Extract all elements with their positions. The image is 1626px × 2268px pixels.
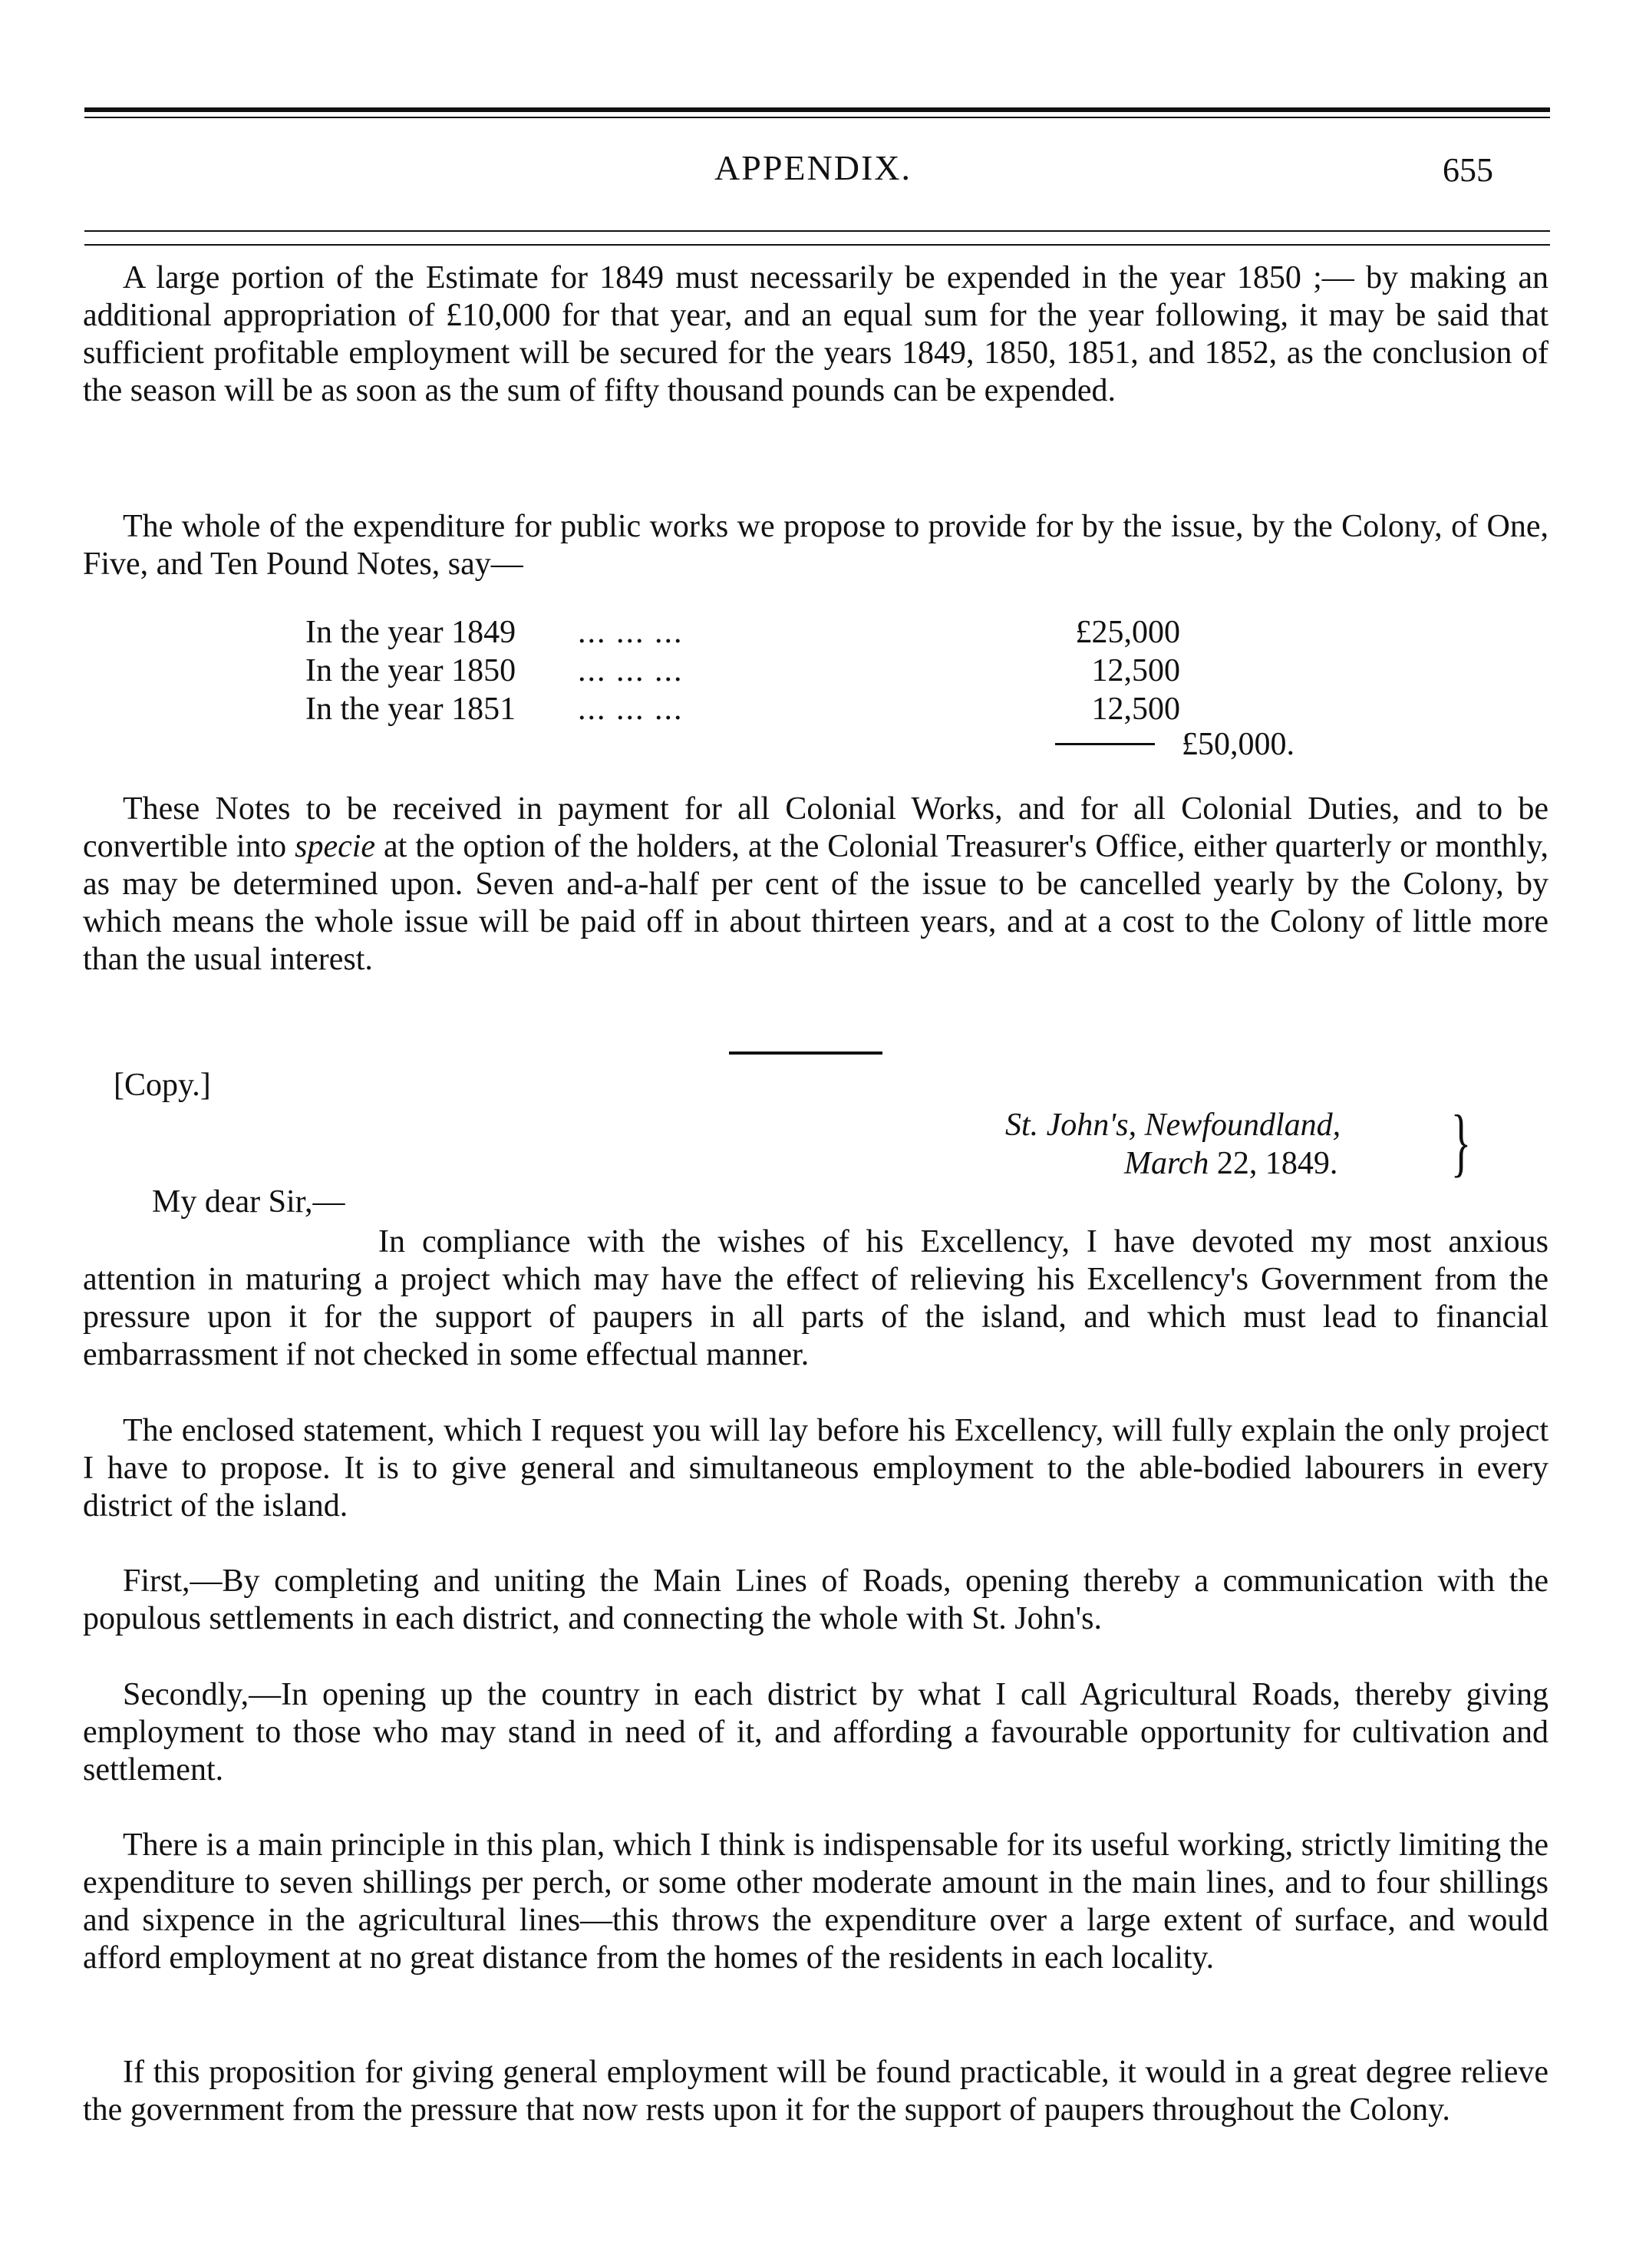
- notes-text-end: at the option of the holders, at the Colonial Treasurer's Office, either quarterly or monthly, as may be determined upon. Seven and-a-half per cent of the issue to be cancelled yearly by the Colony, by which means the whole issue will be paid off in about thirteen years, and at a cost to the Colony of little more than the usual interest.: [83, 829, 1548, 977]
- notes-row-amount: £25,000: [1075, 615, 1180, 650]
- header-double-rule-bottom: [84, 244, 1550, 246]
- header-rule-thick: [84, 107, 1550, 112]
- header-rule-thin: [84, 117, 1550, 118]
- header-double-rule-top: [84, 230, 1550, 232]
- letter-date-day-year: 22, 1849.: [1216, 1146, 1338, 1181]
- letter-place: St. John's, Newfoundland,: [1005, 1108, 1341, 1143]
- page-number: 655: [1443, 151, 1493, 189]
- paragraph-notes: [83, 791, 1548, 979]
- total-dash: [1055, 743, 1155, 745]
- notes-row-label: In the year 1849: [305, 615, 516, 650]
- paragraph-expenditure: The whole of the expenditure for public works we propose to provide for by the issue, by the Colony, of One, Five, and Ten Pound Notes, say—: [83, 509, 1548, 582]
- letter-date: [1124, 1145, 1337, 1182]
- leader-dots: ... ... ...: [578, 615, 684, 650]
- paragraph-proposition: If this proposition for giving general employment will be found practicable, it would in a great degree relieve the government from the pressure that now rests upon it for the support of paupers throughout the Colony.: [83, 2055, 1548, 2128]
- salutation: My dear Sir,—: [152, 1184, 345, 1220]
- paragraph-first: First,—By completing and uniting the Main Lines of Roads, opening thereby a communication with the populous settlements in each district, and connecting the whole with St. John's.: [83, 1563, 1548, 1636]
- copy-mark: [Copy.]: [114, 1068, 211, 1103]
- notes-text-start: These Notes to be received in payment for all Colonial Works, and for all Colonial Duties, and to be convertible into: [83, 791, 1548, 864]
- paragraph-estimate: A large portion of the Estimate for 1849 must necessarily be expended in the year 1850 ;— by making an additional appropriation of £10,000 for that year, and an equal sum for the year following, it may be said that sufficient profitable employment will be secured for the years 1849, 1850, 1851, and 1852, as the conclusion of the season will be as soon as the sum of fifty thousand pounds can be expended.: [83, 260, 1548, 408]
- notes-row-amount: 12,500: [1091, 653, 1180, 688]
- paragraph-compliance: In compliance with the wishes of his Excellency, I have devoted my most anxious attention in maturing a project which may have the effect of relieving his Excellency's Government from the pressure upon it for the support of paupers in all parts of the island, and which must lead to financial embarrassment if not checked in some effectual manner.: [83, 1224, 1548, 1372]
- notes-row-amount: 12,500: [1091, 692, 1180, 727]
- brace-icon: }: [1450, 1099, 1472, 1184]
- running-title: APPENDIX.: [714, 148, 912, 187]
- notes-row-label: In the year 1850: [305, 653, 516, 688]
- paragraph-secondly: Secondly,—In opening up the country in each district by what I call Agricultural Roads, thereby giving employment to those who may stand in need of it, and affording a favourable opportunity for cultivation and settlement.: [83, 1677, 1548, 1788]
- letter-date-month: March: [1124, 1146, 1209, 1181]
- notes-text-italic: specie: [295, 829, 376, 864]
- leader-dots: ... ... ...: [578, 653, 684, 688]
- leader-dots: ... ... ...: [578, 692, 684, 727]
- notes-row-label: In the year 1851: [305, 692, 516, 727]
- paragraph-principle: There is a main principle in this plan, which I think is indispensable for its useful working, strictly limiting the expenditure to seven shillings per perch, or some other moderate amount in the main lines, and to four shillings and sixpence in the agricultural lines—this throws the expenditure over a large extent of surface, and would afford employment at no great distance from the homes of the residents in each locality.: [83, 1827, 1548, 1976]
- paragraph-statement: The enclosed statement, which I request you will lay before his Excellency, will fully explain the only project I have to propose. It is to give general and simultaneous employment to the able-bodied labourers in every district of the island.: [83, 1413, 1548, 1524]
- section-separator: [729, 1051, 882, 1055]
- notes-total: £50,000.: [1182, 727, 1295, 762]
